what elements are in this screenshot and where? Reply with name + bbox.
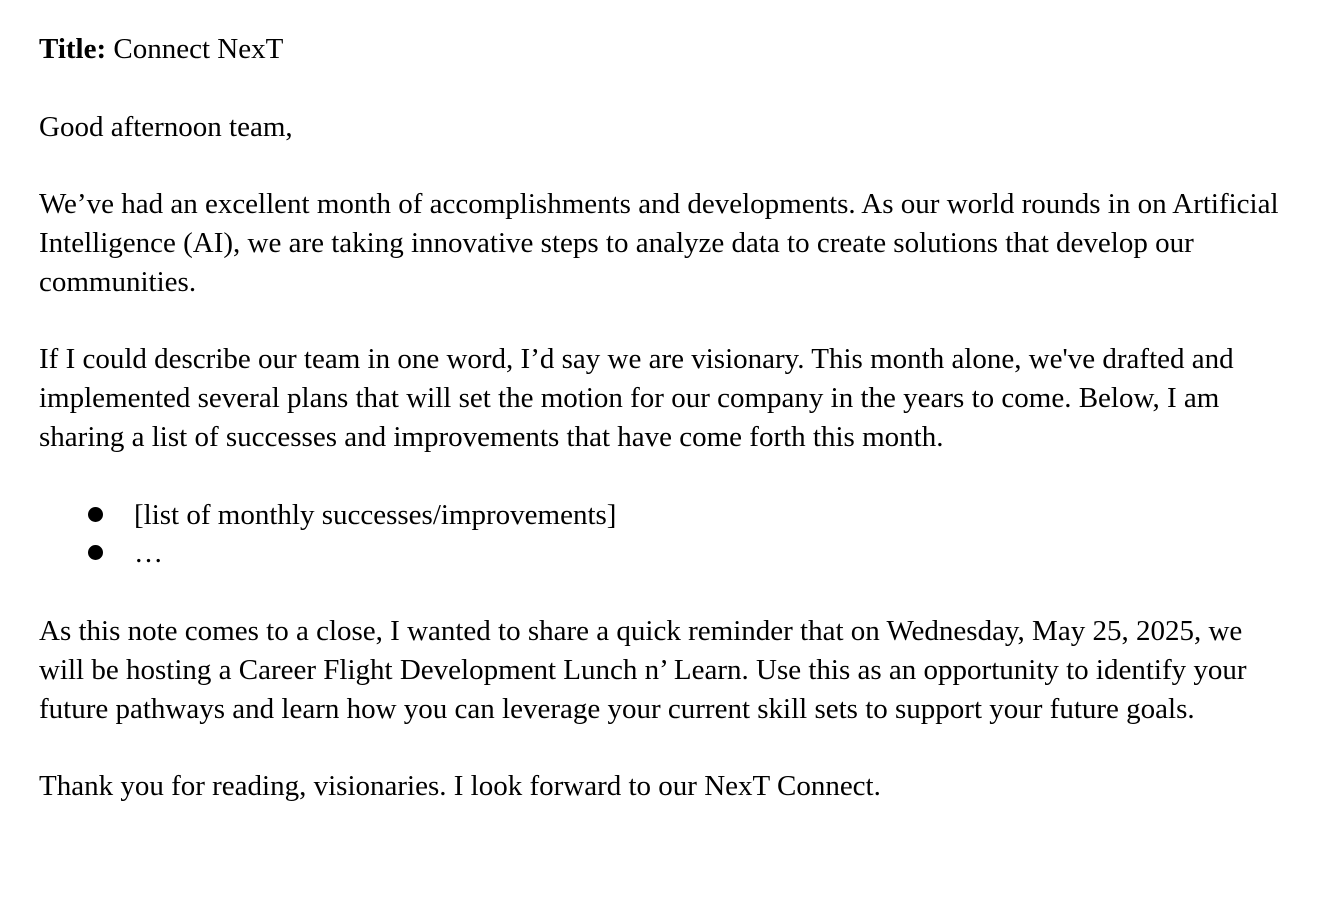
paragraph-visionary: If I could describe our team in one word, I’d say we are visionary. This month alone, we've drafted and implemented several plans that will set the motion for our company in the years to come. Below, I am sharing a list of successes and improvements that have come forth this month.	[39, 343, 1234, 453]
list-item-text: [list of monthly successes/improvements]	[134, 498, 617, 531]
bullet-icon	[88, 507, 103, 522]
successes-list	[39, 496, 1289, 574]
list-item-text: …	[134, 537, 163, 570]
list-item	[39, 534, 1289, 573]
paragraph-accomplishments: We’ve had an excellent month of accomplishments and developments. As our world rounds in on Artificial Intelligence (AI), we are taking innovative steps to analyze data to create solutions that develop our communities.	[39, 188, 1279, 298]
title-label: Title:	[39, 33, 107, 65]
title-value: Connect NexT	[106, 33, 284, 65]
bullet-icon	[88, 545, 103, 560]
title-line	[39, 30, 1289, 69]
list-item	[39, 496, 1289, 535]
document-body	[39, 30, 1289, 845]
closing-line: Thank you for reading, visionaries. I look forward to our NexT Connect.	[39, 770, 881, 803]
paragraph-reminder: As this note comes to a close, I wanted to share a quick reminder that on Wednesday, May 25, 2025, we will be hosting a Career Flight Development Lunch n’ Learn. Use this as an opportunity to identify your future pathways and learn how you can leverage your current skill sets to support your future goals.	[39, 614, 1247, 725]
greeting: Good afternoon team,	[39, 110, 293, 143]
